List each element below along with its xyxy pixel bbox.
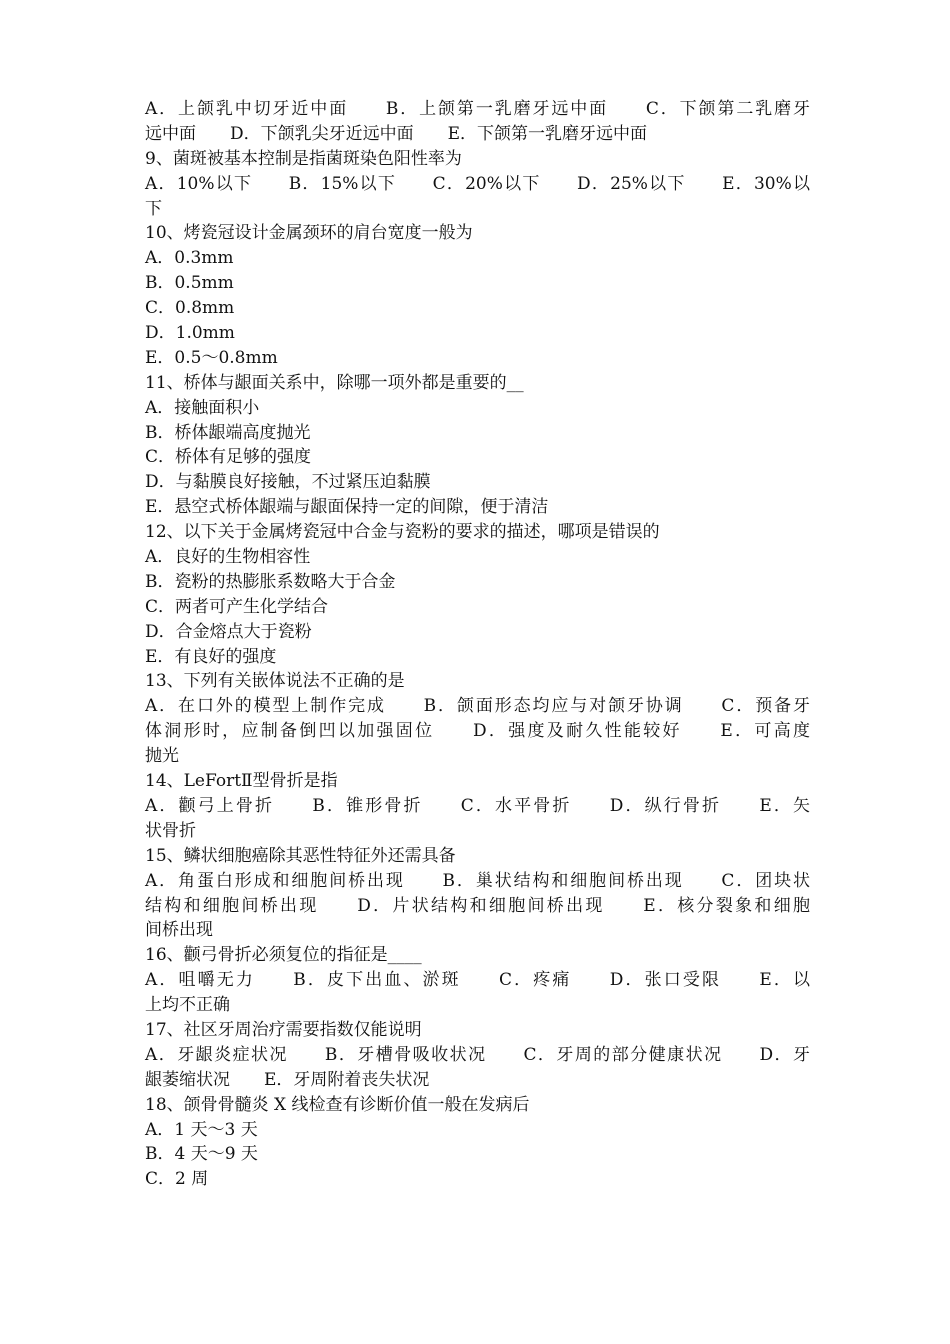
option-line: D．1.0mm [145, 323, 235, 344]
option-line: E．0.5～0.8mm [145, 347, 278, 368]
option-line: C．桥体有足够的强度 [145, 447, 312, 468]
option-line: B．瓷粉的热膨胀系数略大于合金 [145, 571, 396, 592]
text-line: 抛光 [145, 746, 179, 767]
question-title: 10、烤瓷冠设计金属颈环的肩台宽度一般为 [145, 223, 473, 244]
option-line: E．有良好的强度 [145, 646, 277, 667]
document-page [145, 97, 810, 1192]
text-line: 龈萎缩状况 E．牙周附着丧失状况 [145, 1069, 430, 1090]
question-title: 17、社区牙周治疗需要指数仅能说明 [145, 1019, 422, 1040]
option-line: C．2 周 [145, 1169, 209, 1190]
option-line: C．两者可产生化学结合 [145, 596, 329, 617]
text-line: A．角蛋白形成和细胞间桥出现 B．巢状结构和细胞间桥出现 C．团块状 [145, 870, 810, 891]
option-line: B．桥体龈端高度抛光 [145, 422, 311, 443]
text-line: 结构和细胞间桥出现 D．片状结构和细胞间桥出现 E．核分裂象和细胞 [145, 895, 810, 916]
option-line: A．0.3mm [145, 248, 234, 269]
text-line: A．在口外的模型上制作完成 B．颌面形态均应与对颌牙协调 C．预备牙 [145, 696, 810, 717]
option-line: C．0.8mm [145, 298, 235, 319]
option-line: A．接触面积小 [145, 397, 260, 418]
option-line: D．合金熔点大于瓷粉 [145, 621, 312, 642]
question-title: 13、下列有关嵌体说法不正确的是 [145, 671, 405, 692]
text-line: 体洞形时，应制备倒凹以加强固位 D．强度及耐久性能较好 E．可高度 [145, 721, 810, 742]
question-title: 15、鳞状细胞癌除其恶性特征外还需具备 [145, 845, 456, 866]
question-title: 9、菌斑被基本控制是指菌斑染色阳性率为 [145, 148, 462, 169]
option-line: B．0.5mm [145, 273, 234, 294]
option-line: D．与黏膜良好接触，不过紧压迫黏膜 [145, 472, 431, 493]
option-line: B．4 天～9 天 [145, 1144, 258, 1165]
text-line: A．颧弓上骨折 B．锥形骨折 C．水平骨折 D．纵行骨折 E．矢 [145, 795, 810, 816]
text-line: 上均不正确 [145, 995, 230, 1016]
text-line: 状骨折 [145, 820, 196, 841]
text-line: 下 [145, 198, 162, 219]
text-line: A．咀嚼无力 B．皮下出血、淤斑 C．疼痛 D．张口受限 E．以 [145, 970, 810, 991]
question-title: 12、以下关于金属烤瓷冠中合金与瓷粉的要求的描述，哪项是错误的 [145, 522, 660, 543]
text-line: A．上颌乳中切牙近中面 B．上颌第一乳磨牙远中面 C．下颌第二乳磨牙 [145, 99, 810, 119]
question-title: 16、颧弓骨折必须复位的指征是____ [145, 945, 422, 966]
text-line: 间桥出现 [145, 920, 213, 941]
text-line: 远中面 D．下颌乳尖牙近远中面 E．下颌第一乳磨牙远中面 [145, 123, 648, 144]
question-title: 14、LeFortⅡ型骨折是指 [145, 771, 338, 792]
question-title: 11、桥体与龈面关系中，除哪一项外都是重要的__ [145, 372, 524, 393]
text-line: A．牙龈炎症状况 B．牙槽骨吸收状况 C．牙周的部分健康状况 D．牙 [145, 1044, 810, 1065]
text-line: A．10%以下 B．15%以下 C．20%以下 D．25%以下 E．30%以 [145, 173, 810, 194]
option-line: A．1 天～3 天 [145, 1119, 258, 1140]
option-line: A．良好的生物相容性 [145, 547, 311, 568]
option-line: E．悬空式桥体龈端与龈面保持一定的间隙，便于清洁 [145, 497, 549, 518]
question-title: 18、颌骨骨髓炎 X 线检查有诊断价值一般在发病后 [145, 1094, 530, 1115]
